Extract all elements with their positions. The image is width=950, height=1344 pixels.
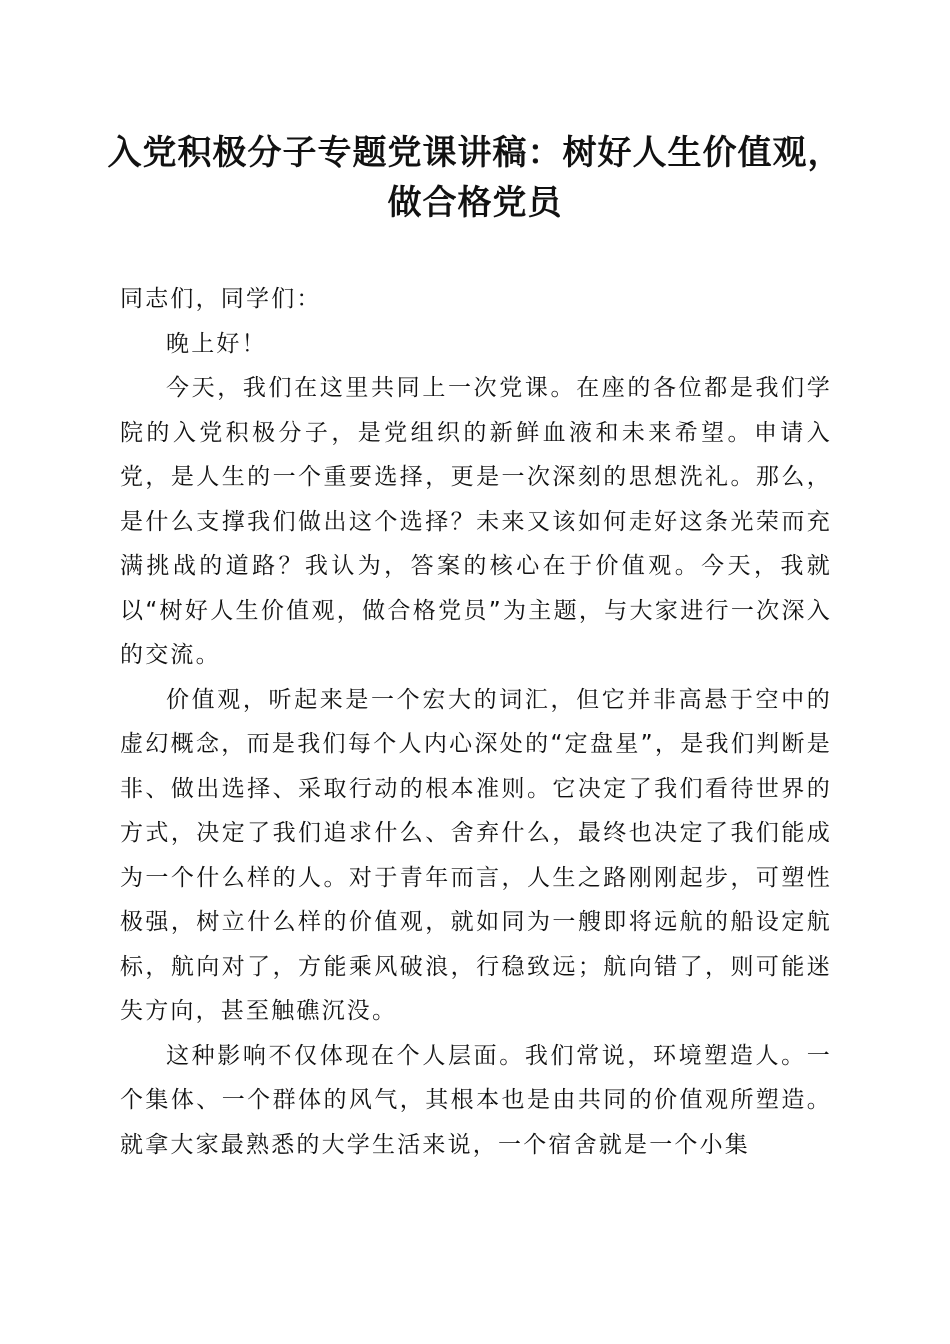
document-title <box>60 128 890 228</box>
salutation: 同志们，同学们： <box>120 286 322 312</box>
title-line-2: 做合格党员 <box>387 183 563 223</box>
paragraph-2: 价值观，听起来是一个宏大的词汇，但它并非高悬于空中的虚幻概念，而是我们每个人内心深处的“定盘星”，是我们判断是非、做出选择、采取行动的根本准则。它决定了我们看待世界的方式，决定了我们追求什么、舍弃什么，最终也决定了我们能成为一个什么样的人。对于青年而言，人生之路刚刚起步，可塑性极强，树立什么样的价值观，就如同为一艘即将远航的船设定航标，航向对了，方能乘风破浪，行稳致远；航向错了，则可能迷失方向，甚至触礁沉没。 <box>120 686 832 1024</box>
paragraph-1: 今天，我们在这里共同上一次党课。在座的各位都是我们学院的入党积极分子，是党组织的新鲜血液和未来希望。申请入党，是人生的一个重要选择，更是一次深刻的思想洗礼。那么，是什么支撑我们做出这个选择？未来又该如何走好这条光荣而充满挑战的道路？我认为，答案的核心在于价值观。今天，我就以“树好人生价值观，做合格党员”为主题，与大家进行一次深入的交流。 <box>120 375 832 668</box>
paragraph-3: 这种影响不仅体现在个人层面。我们常说，环境塑造人。一个集体、一个群体的风气，其根本也是由共同的价值观所塑造。就拿大家最熟悉的大学生活来说，一个宿舍就是一个小集 <box>120 1042 832 1158</box>
document-body <box>120 277 832 1167</box>
greeting: 晚上好！ <box>166 330 267 357</box>
title-line-1: 入党积极分子专题党课讲稿：树好人生价值观， <box>107 133 843 173</box>
